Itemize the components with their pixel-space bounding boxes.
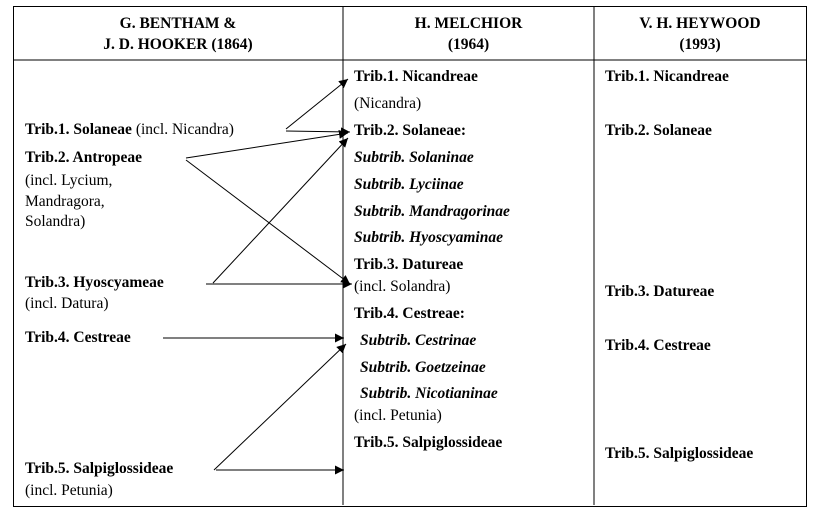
header-melchior-line1: H. MELCHIOR (414, 15, 523, 32)
bh-salpiglossideae-name: Trib.5. Salpiglossideae (25, 460, 174, 477)
m-solaneae: Trib.2. Solaneae: (354, 122, 467, 139)
h-nicandreae: Trib.1. Nicandreae (605, 68, 729, 85)
bh-cestreae-name: Trib.4. Cestreae (25, 329, 131, 346)
header-heywood-line2: (1993) (679, 36, 721, 53)
m-nicandreae-note: (Nicandra) (354, 95, 422, 112)
header-bentham-line2: J. D. HOOKER (1864) (103, 36, 253, 53)
arrow-salpiglossideae-to-cestreae (214, 344, 346, 470)
bh-antropeae-note-3: Solandra) (25, 213, 86, 230)
header-melchior (343, 13, 594, 55)
bh-antropeae-note-2: Mandragora, (25, 193, 105, 210)
header-bentham-line1: G. BENTHAM & (119, 15, 237, 32)
m-datureae: Trib.3. Datureae (354, 256, 464, 273)
m-mandragorinae: Subtrib. Mandragorinae (354, 203, 510, 220)
bh-solaneae-note: (incl. Nicandra) (131, 121, 234, 138)
arrow-solaneae-to-solaneae (286, 131, 350, 132)
m-datureae-note: (incl. Solandra) (354, 278, 451, 295)
m-nicandreae: Trib.1. Nicandreae (354, 68, 478, 85)
bh-solaneae (25, 120, 234, 140)
bh-hyoscyameae-name: Trib.3. Hyoscyameae (25, 274, 164, 291)
bh-salpiglossideae-note: (incl. Petunia) (25, 482, 113, 499)
m-salpiglossideae: Trib.5. Salpiglossideae (354, 434, 503, 451)
bh-hyoscyameae-note: (incl. Datura) (25, 295, 109, 312)
h-salpiglossideae: Trib.5. Salpiglossideae (605, 445, 754, 462)
h-cestreae: Trib.4. Cestreae (605, 337, 711, 354)
bh-antropeae-name: Trib.2. Antropeae (25, 149, 142, 166)
header-bentham-hooker (13, 13, 343, 55)
m-goetzeinae: Subtrib. Goetzeinae (360, 359, 486, 376)
header-heywood (594, 13, 806, 55)
h-solaneae: Trib.2. Solaneae (605, 122, 712, 139)
arrow-hyoscyameae-to-solaneae (213, 138, 348, 283)
m-cestrinae: Subtrib. Cestrinae (360, 332, 477, 349)
h-datureae: Trib.3. Datureae (605, 283, 715, 300)
bh-antropeae-note-1: (incl. Lycium, (25, 172, 113, 189)
header-heywood-line1: V. H. HEYWOOD (639, 15, 761, 32)
m-solaninae: Subtrib. Solaninae (354, 149, 474, 166)
m-lyciinae: Subtrib. Lyciinae (354, 176, 464, 193)
m-nicotianinae-note: (incl. Petunia) (354, 407, 442, 424)
m-cestreae: Trib.4. Cestreae: (354, 305, 465, 322)
m-hyoscyaminae: Subtrib. Hyoscyaminae (354, 229, 503, 246)
arrow-antropeae-to-datureae (186, 160, 350, 284)
bh-solaneae-name: Trib.1. Solaneae (25, 121, 132, 138)
header-melchior-line2: (1964) (447, 36, 490, 53)
arrow-solaneae-to-nicandreae (286, 79, 348, 129)
m-nicotianinae: Subtrib. Nicotianinae (360, 385, 498, 402)
